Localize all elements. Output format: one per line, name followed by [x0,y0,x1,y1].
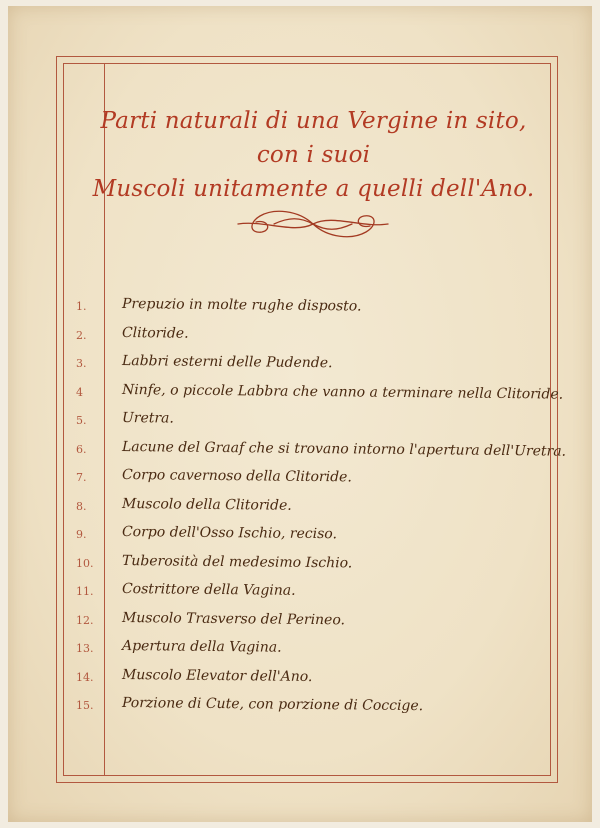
item-number: 11. [76,585,94,598]
item-number: 7. [76,471,87,484]
list-item [68,296,558,325]
calligraphic-flourish-icon [234,204,392,244]
item-text: Muscolo Elevator dell'Ano. [121,666,313,685]
item-text: Uretra. [121,410,174,427]
item-number: 3. [76,357,87,370]
item-text: Muscolo Trasverso del Perineo. [121,609,346,628]
item-number: 1. [76,300,87,313]
item-text: Muscolo della Clitoride. [121,495,292,514]
page-title [86,104,541,206]
item-number: 6. [76,442,87,456]
item-number: 10. [76,556,94,570]
manuscript-page [8,6,592,822]
list-item [68,553,558,582]
item-number: 12. [76,613,94,627]
item-text: Corpo dell'Osso Ischio, reciso. [121,524,338,543]
item-number: 5. [76,414,87,427]
list-item [68,667,558,696]
list-item [68,410,558,439]
item-text: Clitoride. [121,324,189,342]
item-text: Tuberosità del medesimo Ischio. [121,552,353,571]
item-number: 8. [76,499,87,513]
list-item [68,524,558,553]
legend-list [68,296,567,724]
list-item [68,496,558,525]
list-item [68,353,558,382]
list-item [68,610,558,639]
item-number: 15. [76,699,94,712]
item-number: 9. [76,528,87,541]
list-item [68,381,564,411]
item-number: 13. [76,642,94,655]
item-text: Costrittore della Vagina. [121,581,296,599]
list-item [68,695,558,724]
item-text: Apertura della Vagina. [121,638,282,656]
item-text: Prepuzio in molte rughe disposto. [121,296,362,315]
title-line-1: Parti naturali di una Vergine in sito, con i suoi [100,108,527,168]
item-text: Corpo cavernoso della Clitoride. [121,467,352,486]
list-item [68,638,558,667]
item-number: 2. [76,328,87,342]
item-text: Ninfe, o piccole Labbra che vanno a terminare nella Clitoride. [121,381,564,403]
item-number: 4 [76,385,83,399]
list-item [68,325,558,354]
title-line-2: Muscoli unitamente a quelli dell'Ano. [92,176,535,202]
item-text: Porzione di Cute, con porzione di Coccige. [121,695,424,715]
list-item [68,467,558,496]
item-text: Labbri esterni delle Pudende. [121,353,333,372]
item-number: 14. [76,670,94,684]
list-item [68,581,558,610]
list-item [68,438,567,468]
item-text: Lacune del Graaf che si trovano intorno l'apertura dell'Uretra. [121,438,567,460]
